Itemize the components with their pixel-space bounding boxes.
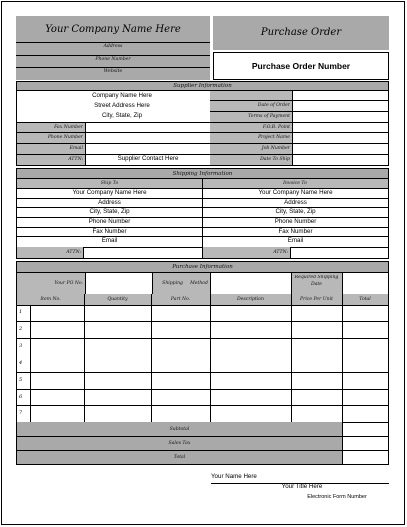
invoice-to-company[interactable]: Your Company Name Here [258, 189, 333, 196]
invoice-to-fax[interactable]: Fax Number [278, 228, 313, 235]
invoice-to-label: Invoice To [283, 181, 307, 186]
col-description: Description [237, 297, 264, 302]
signer-title: Your Title Here [281, 483, 323, 490]
invoice-to-city[interactable]: City, State, Zip [275, 208, 316, 215]
supplier-company[interactable]: Company Name Here [92, 92, 152, 99]
total-label: Total [173, 455, 186, 460]
row-number-3: 3 [19, 343, 23, 349]
invoice-to-phone[interactable]: Phone Number [274, 218, 317, 225]
company-address-label: Address [103, 44, 123, 49]
project-name-label: Project Name [258, 135, 290, 140]
supplier-section-title: Supplier Information [173, 83, 232, 89]
ship-to-fax[interactable]: Fax Number [92, 228, 127, 235]
job-number-label: Job Number [261, 146, 290, 151]
ship-to-phone[interactable]: Phone Number [88, 218, 131, 225]
sales-tax-label: Sales Tax [168, 441, 191, 446]
purchase-section-title: Purchase Information [172, 264, 233, 270]
supplier-email-label: Email [69, 146, 83, 151]
fob-point-label: F.O.B. Point [262, 125, 290, 130]
ship-to-email[interactable]: Email [101, 237, 118, 244]
supplier-fax-label: Fax Number [54, 125, 83, 130]
method-label: Method [190, 281, 208, 286]
row-number-1: 1 [19, 309, 23, 315]
col-quantity: Quantity [107, 297, 128, 302]
row-number-4: 4 [19, 360, 23, 366]
terms-of-payment-label: Terms of Payment [248, 114, 290, 119]
row-number-7: 7 [19, 410, 23, 416]
row-number-5: 5 [19, 377, 23, 383]
row-number-2: 2 [19, 326, 23, 332]
ship-attn-label: ATTN: [66, 250, 81, 255]
shipping-section-title: Shipping Information [172, 171, 233, 177]
col-item-no: Item No. [40, 297, 61, 302]
date-to-ship-label: Date To Ship [260, 157, 290, 162]
row-number-6: 6 [19, 394, 23, 400]
invoice-attn-label: ATTN: [273, 250, 288, 255]
po-number-field[interactable]: Purchase Order Number [213, 52, 389, 80]
document-label: Electronic Form Number [307, 494, 367, 500]
col-price-per-unit: Price Per Unit [300, 297, 333, 302]
col-part-no: Part No. [170, 297, 191, 302]
ship-to-address[interactable]: Address [98, 199, 121, 206]
subtotal-label: Subtotal [169, 427, 190, 432]
supplier-city[interactable]: City, State, Zip [101, 112, 143, 119]
ship-to-label: Ship To [100, 181, 119, 186]
col-total: Total [359, 297, 371, 302]
date-of-order-label: Date of Order [257, 103, 290, 108]
shipping-label: Shipping [162, 281, 183, 286]
ship-to-city[interactable]: City, State, Zip [89, 208, 130, 215]
company-website-label: Website [103, 69, 123, 74]
signer-name: Your Name Here [211, 473, 257, 480]
supplier-phone-label: Phone Number [47, 135, 83, 140]
invoice-to-address[interactable]: Address [284, 199, 307, 206]
required-shipping-date-label: Required Shipping Date [294, 275, 339, 287]
supplier-attn-label: ATTN: [68, 157, 83, 162]
supplier-contact[interactable]: Supplier Contact Here [117, 155, 179, 162]
supplier-street[interactable]: Street Address Here [94, 102, 150, 109]
purchase-order-form [1, 1, 405, 525]
ship-to-company[interactable]: Your Company Name Here [72, 189, 147, 196]
invoice-to-email[interactable]: Email [287, 237, 304, 244]
page-title: Purchase Order [260, 27, 342, 38]
po-number-label: Your PO No. [54, 281, 83, 286]
company-phone-label: Phone Number [95, 57, 131, 62]
company-name: Your Company Name Here [45, 24, 181, 35]
